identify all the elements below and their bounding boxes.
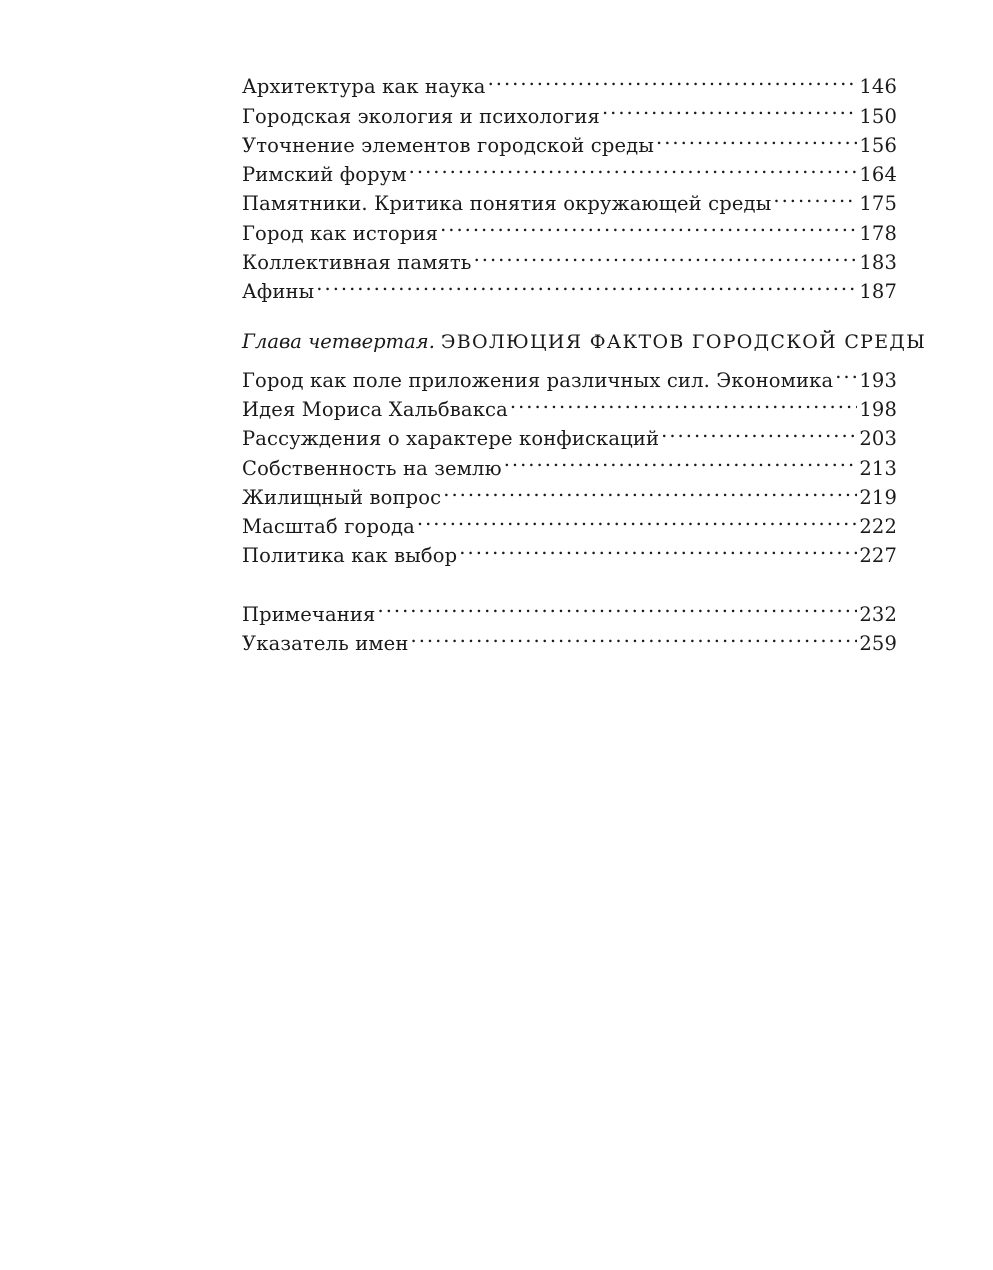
toc-entry-title: Римский форум: [242, 163, 407, 187]
toc-entry-title: Идея Мориса Хальбвакса: [242, 397, 508, 421]
toc-entry-page: 213: [859, 456, 897, 480]
toc-entry[interactable]: [242, 357, 897, 392]
toc-entry-page: 259: [859, 632, 897, 656]
toc-entry-page: 198: [859, 397, 897, 421]
toc-entry-page: 193: [859, 368, 897, 392]
toc-entry-title: Коллективная память: [242, 251, 472, 275]
toc-entry-title: Собственность на землю: [242, 456, 502, 480]
table-of-contents: [242, 64, 927, 656]
toc-entry-page: 183: [859, 251, 897, 275]
toc-group-chapter3-sections: [242, 64, 897, 304]
toc-entry-title: Политика как выбор: [242, 544, 458, 568]
toc-entry-page: 178: [859, 221, 897, 245]
toc-entry-page: 227: [859, 544, 897, 568]
toc-group-back-matter: [242, 591, 897, 656]
dot-leader: [441, 475, 857, 504]
dot-leader: [409, 621, 858, 650]
toc-entry-page: 232: [859, 602, 897, 626]
dot-leader: [457, 533, 857, 562]
dot-leader: [407, 152, 858, 181]
dot-leader: [438, 210, 857, 239]
dot-leader: [376, 591, 858, 620]
toc-group-chapter4: [242, 327, 927, 568]
toc-entry-page: 222: [859, 515, 897, 539]
toc-entry-title: Город как история: [242, 221, 439, 245]
toc-entry-title: Указатель имен: [242, 632, 409, 656]
toc-entry-page: 175: [859, 192, 897, 216]
toc-entry-page: 219: [859, 485, 897, 509]
toc-entry-title: Жилищный вопрос: [242, 485, 442, 509]
dot-leader: [508, 387, 857, 416]
dot-leader: [472, 240, 858, 269]
toc-entry-title: Уточнение элементов городской среды: [242, 133, 654, 157]
dot-leader: [415, 504, 857, 533]
toc-entry[interactable]: [242, 64, 897, 99]
dot-leader: [654, 123, 857, 152]
dot-leader: [659, 416, 857, 445]
toc-entry-title: Афины: [242, 280, 315, 304]
toc-entry-page: 156: [859, 133, 897, 157]
dot-leader: [502, 445, 858, 474]
toc-entry[interactable]: [242, 269, 897, 304]
toc-entry-title: Город как поле приложения различных сил. Экономика: [242, 368, 834, 392]
toc-entry-title: Архитектура как наука: [242, 75, 486, 99]
toc-entry[interactable]: [242, 591, 897, 626]
toc-entry-page: 146: [859, 75, 897, 99]
toc-entry-title: Рассуждения о характере конфискаций: [242, 427, 660, 451]
dot-leader: [600, 93, 857, 122]
toc-entry-page: 164: [859, 163, 897, 187]
toc-entry-title: Памятники. Критика понятия окружающей среды: [242, 192, 772, 216]
toc-entry-page: 203: [859, 427, 897, 451]
dot-leader: [486, 64, 858, 93]
chapter-label: Глава четвертая.: [242, 330, 435, 354]
toc-entry-title: Масштаб города: [242, 515, 415, 539]
chapter-heading[interactable]: [242, 327, 927, 357]
toc-entry-page: 150: [859, 104, 897, 128]
toc-entry-title: Городская экология и психология: [242, 104, 600, 128]
dot-leader: [314, 269, 857, 298]
chapter-title: ЭВОЛЮЦИЯ ФАКТОВ ГОРОДСКОЙ СРЕДЫ: [440, 331, 927, 354]
dot-leader: [833, 357, 857, 386]
dot-leader: [771, 181, 857, 210]
toc-entry-page: 187: [859, 280, 897, 304]
toc-entry-title: Примечания: [242, 602, 376, 626]
